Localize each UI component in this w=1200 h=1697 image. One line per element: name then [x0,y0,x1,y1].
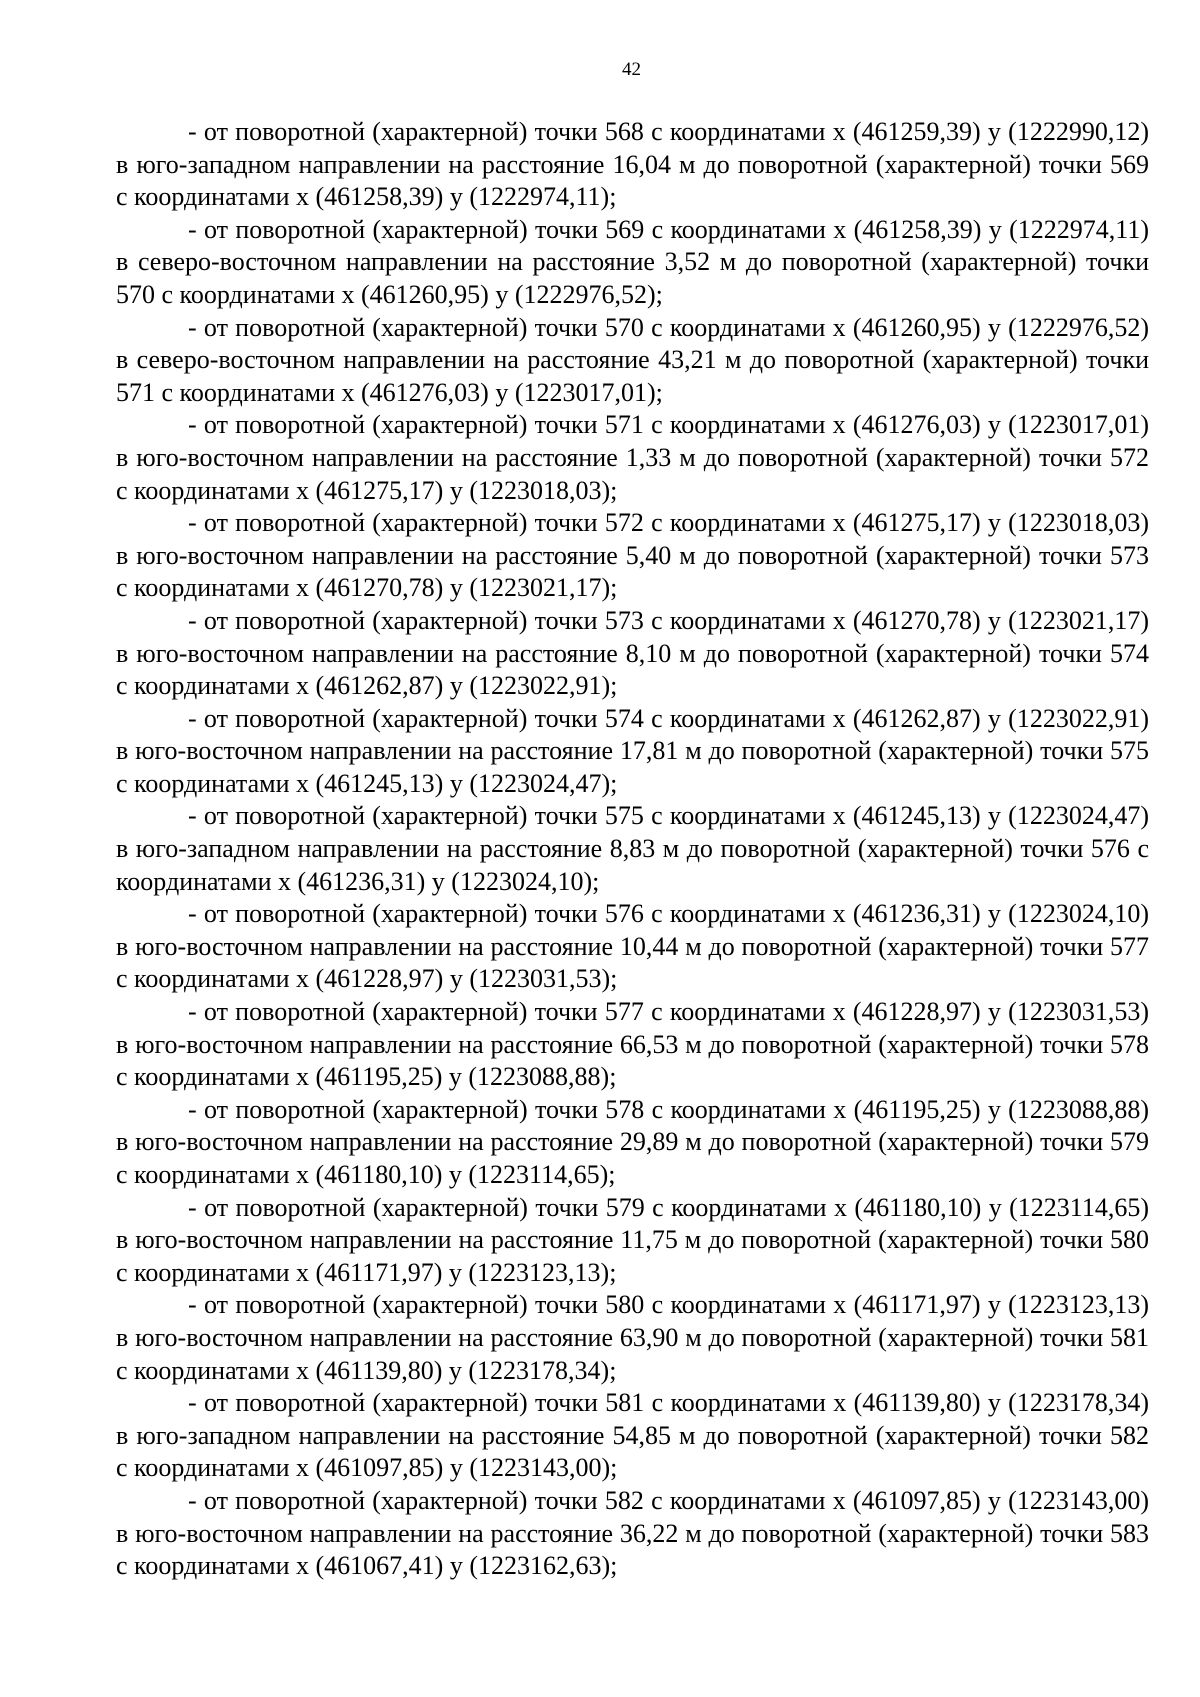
boundary-segment-paragraph: - от поворотной (характерной) точки 572 с координатами х (461275,17) у (1223018,03) в юго-восточном направлении на расстояние 5,40 м до поворотной (характерной) точки 573 с координатами х (461270,78) у (1223021,17); [116,508,1149,603]
page-number: 42 [622,59,641,80]
boundary-segment-paragraph: - от поворотной (характерной) точки 579 с координатами х (461180,10) у (1223114,65) в юго-восточном направлении на расстояние 11,75 м до поворотной (характерной) точки 580 с координатами х (461171,97) у (1223123,13); [116,1192,1149,1287]
boundary-segment-paragraph: - от поворотной (характерной) точки 582 с координатами х (461097,85) у (1223143,00) в юго-восточном направлении на расстояние 36,22 м до поворотной (характерной) точки 583 с координатами х (461067,41) у (1223162,63); [116,1485,1149,1581]
document-body [116,116,1149,1583]
boundary-segment-paragraph: - от поворотной (характерной) точки 571 с координатами х (461276,03) у (1223017,01) в юго-восточном направлении на расстояние 1,33 м до поворотной (характерной) точки 572 с координатами х (461275,17) у (1223018,03); [116,410,1149,505]
boundary-segment-paragraph: - от поворотной (характерной) точки 576 с координатами х (461236,31) у (1223024,10) в юго-восточном направлении на расстояние 10,44 м до поворотной (характерной) точки 577 с координатами х (461228,97) у (1223031,53); [116,899,1149,994]
boundary-segment-paragraph: - от поворотной (характерной) точки 578 с координатами х (461195,25) у (1223088,88) в юго-восточном направлении на расстояние 29,89 м до поворотной (характерной) точки 579 с координатами х (461180,10) у (1223114,65); [116,1094,1149,1189]
boundary-segment-paragraph: - от поворотной (характерной) точки 568 с координатами х (461259,39) у (1222990,12) в юго-западном направлении на расстояние 16,04 м до поворотной (характерной) точки 569 с координатами х (461258,39) у (1222974,11); [116,117,1149,212]
boundary-segment-paragraph: - от поворотной (характерной) точки 577 с координатами х (461228,97) у (1223031,53) в юго-восточном направлении на расстояние 66,53 м до поворотной (характерной) точки 578 с координатами х (461195,25) у (1223088,88); [116,997,1149,1092]
boundary-segment-paragraph: - от поворотной (характерной) точки 569 с координатами х (461258,39) у (1222974,11) в северо-восточном направлении на расстояние 3,52 м до поворотной (характерной) точки 570 с координатами х (461260,95) у (1222976,52); [116,214,1149,309]
boundary-segment-paragraph: - от поворотной (характерной) точки 580 с координатами х (461171,97) у (1223123,13) в юго-восточном направлении на расстояние 63,90 м до поворотной (характерной) точки 581 с координатами х (461139,80) у (1223178,34); [116,1290,1149,1385]
boundary-segment-paragraph: - от поворотной (характерной) точки 575 с координатами х (461245,13) у (1223024,47) в юго-западном направлении на расстояние 8,83 м до поворотной (характерной) точки 576 с координатами х (461236,31) у (1223024,10); [116,801,1149,896]
boundary-segment-paragraph: - от поворотной (характерной) точки 573 с координатами х (461270,78) у (1223021,17) в юго-восточном направлении на расстояние 8,10 м до поворотной (характерной) точки 574 с координатами х (461262,87) у (1223022,91); [116,605,1149,701]
boundary-segment-paragraph: - от поворотной (характерной) точки 574 с координатами х (461262,87) у (1223022,91) в юго-восточном направлении на расстояние 17,81 м до поворотной (характерной) точки 575 с координатами х (461245,13) у (1223024,47); [116,703,1149,798]
boundary-segment-paragraph: - от поворотной (характерной) точки 581 с координатами х (461139,80) у (1223178,34) в юго-западном направлении на расстояние 54,85 м до поворотной (характерной) точки 582 с координатами х (461097,85) у (1223143,00); [116,1388,1149,1483]
boundary-segment-paragraph: - от поворотной (характерной) точки 570 с координатами х (461260,95) у (1222976,52) в северо-восточном направлении на расстояние 43,21 м до поворотной (характерной) точки 571 с координатами х (461276,03) у (1223017,01); [116,312,1149,407]
